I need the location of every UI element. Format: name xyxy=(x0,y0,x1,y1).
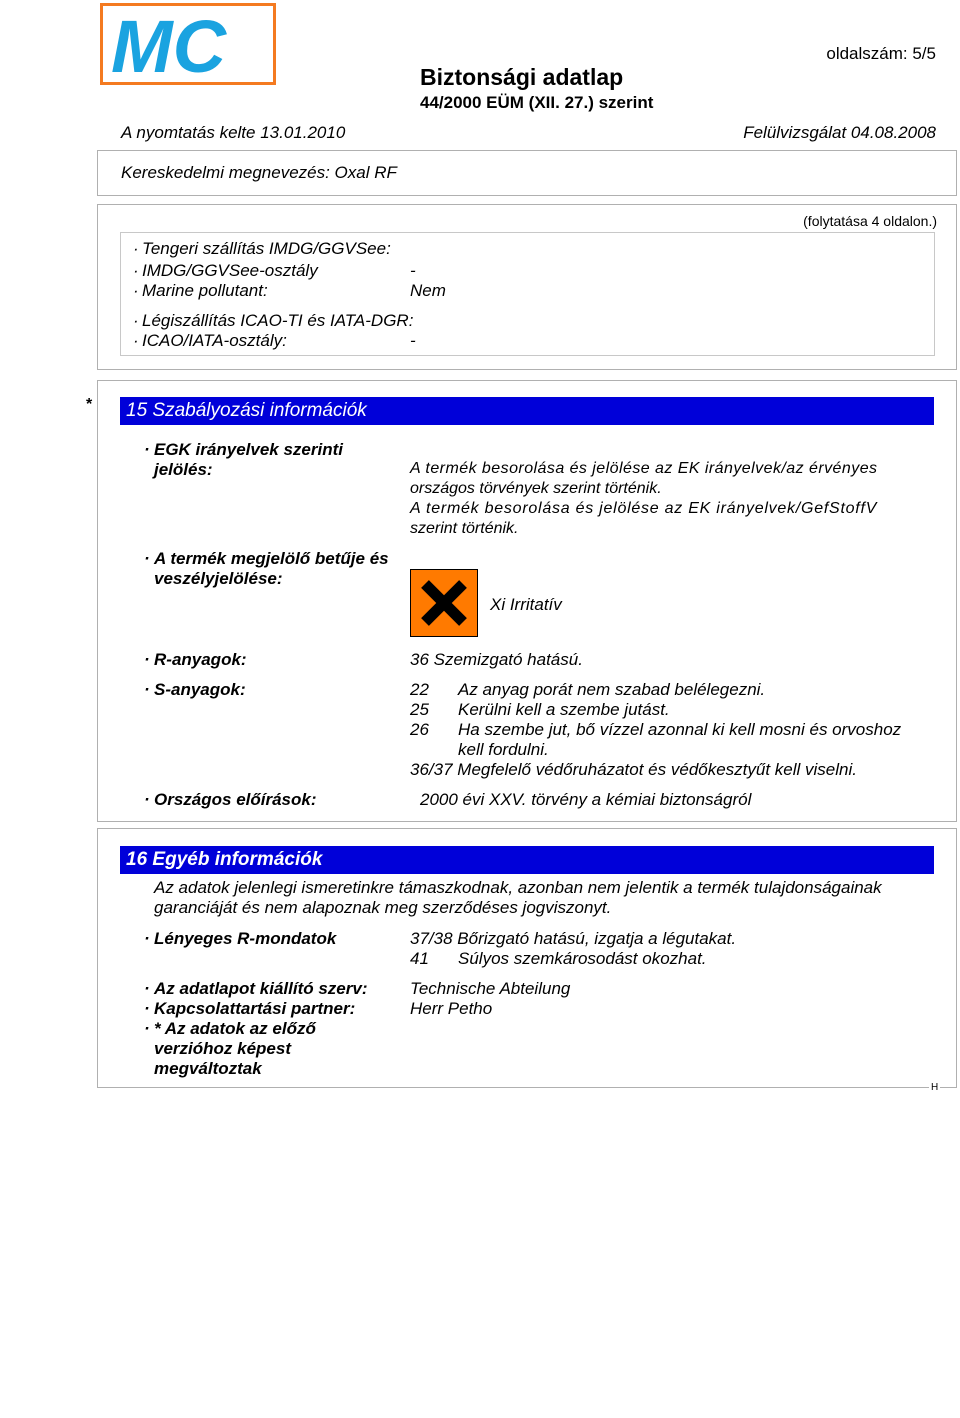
s-phrase: 26 Ha szembe jut, bő vízzel azonnal ki kell mosni és orvoshoz xyxy=(410,720,902,739)
r-phrase-list xyxy=(410,929,930,969)
r-phrase: 37/38 Bőrizgató hatású, izgatja a légutakat. xyxy=(410,929,737,948)
company-logo xyxy=(100,3,276,85)
ek-label: · EGK irányelvek szerinti jelölés: xyxy=(144,440,343,479)
document-title: Biztonsági adatlap xyxy=(420,64,624,90)
changes-note: · * Az adatok az előző verzióhoz képest megváltoztak xyxy=(144,1019,316,1078)
document-subtitle: 44/2000 EÜM (XII. 27.) szerint xyxy=(420,93,654,112)
page-number: oldalszám: 5/5 xyxy=(826,44,936,63)
section16-title: 16 Egyéb információk xyxy=(126,849,323,870)
sea-class-label: · IMDG/GGVSee-osztály xyxy=(133,261,318,280)
s-phrase: kell fordulni. xyxy=(458,740,549,759)
r-substances-label: · R-anyagok: xyxy=(144,650,247,669)
section16-header xyxy=(120,846,934,874)
national-regulations-text: 2000 évi XXV. törvény a kémiai biztonságról xyxy=(420,790,752,809)
s-phrase: 22 Az anyag porát nem szabad belélegezni. xyxy=(410,680,766,699)
air-class-label: · ICAO/IATA-osztály: xyxy=(133,331,287,350)
s-phrase: 36/37 Megfelelő védőruházatot és védőkesztyűt kell viselni. xyxy=(410,760,857,779)
hazard-letter-label: · A termék megjelölő betűje és veszélyjelölése: xyxy=(144,549,389,588)
air-class-value: - xyxy=(410,331,416,350)
ek-text: A termék besorolása és jelölése az EK irányelvek/az érvényes országos törvények szerint történik. A termék besorolása és jelölése az EK irányelvek/GefStoffV szerint történik. xyxy=(410,460,878,537)
irritant-hazard-icon xyxy=(410,569,478,637)
issuer-label: · Az adatlapot kiállító szerv: xyxy=(144,979,368,998)
logo-text: MC xyxy=(111,6,227,82)
marine-pollutant-value: Nem xyxy=(410,281,446,300)
s-phrase-list xyxy=(410,680,940,780)
issuer-value: Technische Abteilung xyxy=(410,979,571,998)
sea-transport-title: · Tengeri szállítás IMDG/GGVSee: xyxy=(133,239,391,258)
marine-pollutant-label: · Marine pollutant: xyxy=(133,281,268,300)
national-regulations-label: · Országos előírások: xyxy=(144,790,317,809)
section15-title: 15 Szabályozási információk xyxy=(126,400,367,421)
changed-marker: * xyxy=(86,396,93,413)
s-phrase: 25 Kerülni kell a szembe jutást. xyxy=(410,700,670,719)
revision-date: Felülvizsgálat 04.08.2008 xyxy=(743,123,936,142)
hazard-label: Xi Irritatív xyxy=(490,595,562,614)
trade-name: Kereskedelmi megnevezés: Oxal RF xyxy=(121,163,397,182)
sea-class-value: - xyxy=(410,261,416,280)
bullet-dot: · xyxy=(133,239,139,258)
print-date: A nyomtatás kelte 13.01.2010 xyxy=(121,123,346,142)
s-substances-label: · S-anyagok: xyxy=(144,680,246,699)
r-phrase: 41 Súlyos szemkárosodást okozhat. xyxy=(410,949,707,968)
footer-mark: H xyxy=(931,1082,939,1093)
air-transport-title: · Légiszállítás ICAO-TI és IATA-DGR: xyxy=(133,311,414,330)
section15-header xyxy=(120,397,934,425)
contact-value: Herr Petho xyxy=(410,999,493,1018)
r-substances-text: 36 Szemizgató hatású. xyxy=(410,650,583,669)
r-phrases-label: · Lényeges R-mondatok xyxy=(144,929,337,948)
disclaimer-text: Az adatok jelenlegi ismeretinkre támaszkodnak, azonban nem jelentik a termék tulajdonságainak garanciáját és nem alapoznak meg szerződéses jogviszonyt. xyxy=(154,878,882,917)
contact-label: · Kapcsolattartási partner: xyxy=(144,999,356,1018)
continuation-note: (folytatása 4 oldalon.) xyxy=(803,213,937,229)
